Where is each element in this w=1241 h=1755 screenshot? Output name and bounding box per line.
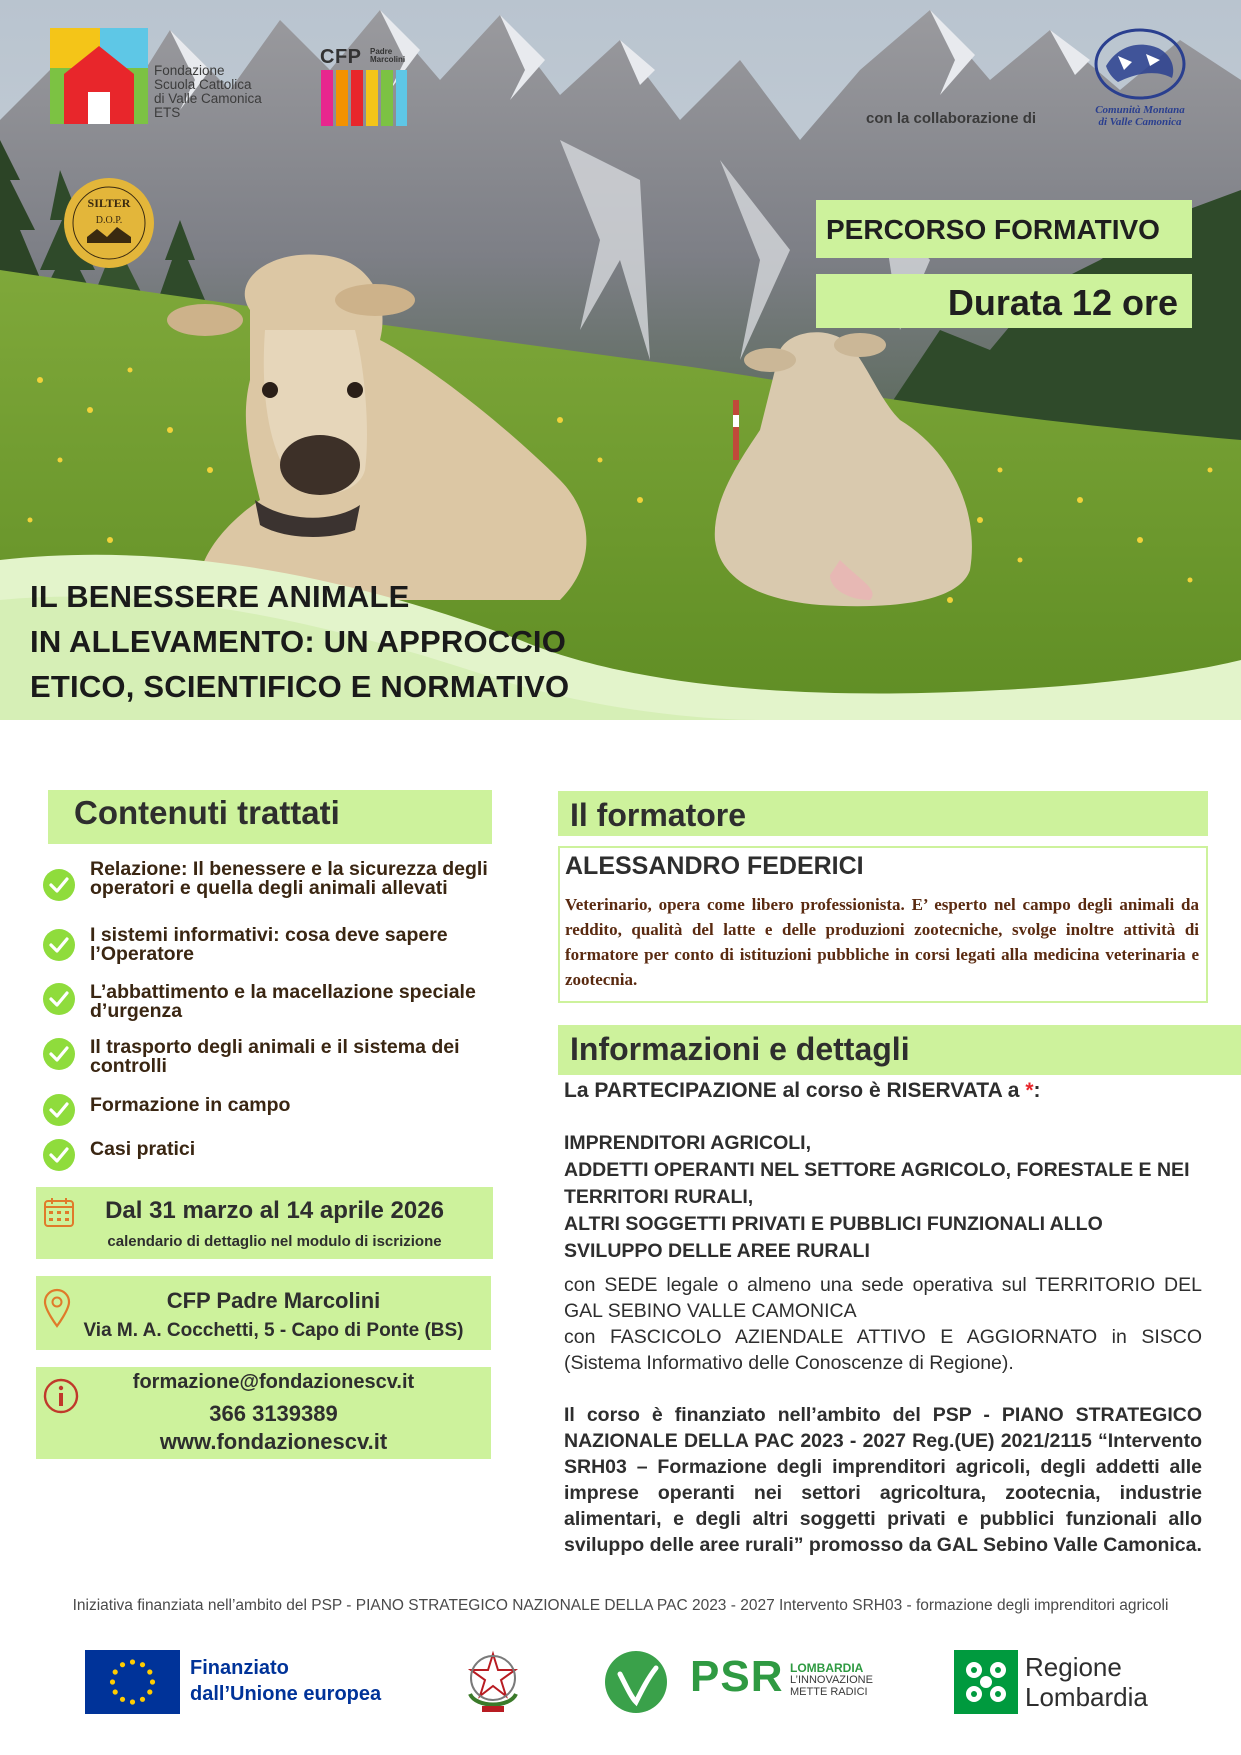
topic-4-line-2: controlli	[90, 1055, 167, 1077]
check-icon	[42, 928, 76, 962]
contact-box	[36, 1367, 491, 1459]
check-icon	[42, 1093, 76, 1127]
footer-note: Iniziativa finanziata nell’ambito del PSP - PIANO STRATEGICO NAZIONALE DELLA PAC 2023 - 2027 Intervento SRH03 - formazione degli imprenditori agricoli	[72, 1597, 1169, 1614]
topic-5-line-1: Formazione in campo	[90, 1094, 291, 1116]
regione-line-1: Regione	[1025, 1652, 1122, 1682]
eligible-subjects	[564, 1130, 1202, 1265]
cfp-bars-icon	[321, 70, 407, 126]
title-line-1: IL BENESSERE ANIMALE	[30, 579, 410, 614]
subject-line: ALTRI SOGGETTI PRIVATI E PUBBLICI FUNZIONALI ALLO	[564, 1213, 1103, 1235]
fondazione-line-4: ETS	[154, 105, 181, 120]
subject-line: ADDETTI OPERANTI NEL SETTORE AGRICOLO, FORESTALE E NEI	[564, 1159, 1190, 1181]
psr-wordmark: PSR	[690, 1652, 784, 1701]
topic-2-line-2: l’Operatore	[90, 943, 195, 965]
subject-line: TERRITORI RURALI,	[564, 1186, 754, 1208]
course-title	[30, 574, 569, 709]
cfp-logo-sub	[370, 48, 405, 64]
fondazione-house-icon	[50, 28, 148, 124]
contenuti-heading-box	[48, 790, 492, 844]
requirement-sede: con SEDE legale o almeno una sede operativa sul TERRITORIO DEL GAL SEBINO VALLE CAMONICA	[564, 1274, 1202, 1322]
topic-1-line-2: operatori e quella degli animali allevati	[90, 877, 448, 899]
topic-3-line-2: d’urgenza	[90, 1000, 183, 1022]
financing-text: Il corso è finanziato nell’ambito del PSP - PIANO STRATEGICO NAZIONALE DELLA PAC 2023 - 2027 Reg.(UE) 2021/2115 “Intervento SRH03 – Formazione degli imprenditori agricoli, degli addetti alle imprese operanti nei settori agricoltura, zootecnia, industrie alimentari, e degli altri soggetti privati e pubblici funzionali allo sviluppo delle aree rurali” promosso da GAL Sebino Valle Camonica.	[564, 1404, 1202, 1556]
psr-sub	[790, 1662, 873, 1698]
durata-tag: Durata 12 ore	[816, 274, 1192, 328]
cfp-sub-line-1: Padre	[370, 47, 393, 56]
requirements	[564, 1272, 1202, 1376]
topic-2-line-1: I sistemi informativi: cosa deve sapere	[90, 924, 448, 946]
topic-4-line-1: Il trasporto degli animali e il sistema dei	[90, 1036, 460, 1058]
place-box	[36, 1276, 491, 1350]
trainer-name: ALESSANDRO FEDERICI	[565, 852, 864, 880]
check-icon	[42, 868, 76, 902]
italian-emblem-icon	[462, 1648, 524, 1718]
psr-leaf-icon	[604, 1650, 668, 1714]
psr-sub-line-2: L’INNOVAZIONE	[790, 1674, 873, 1686]
eu-funding-label	[190, 1655, 381, 1707]
eu-line-2: dall’Unione europea	[190, 1683, 382, 1705]
psr-sub-line-3: METTE RADICI	[790, 1686, 868, 1698]
comunita-line-1: Comunità Montana	[1095, 104, 1185, 116]
percorso-formativo-tag: PERCORSO FORMATIVO	[816, 200, 1192, 258]
cfp-logo-word: CFP	[320, 46, 362, 68]
participation-colon: :	[1033, 1079, 1041, 1102]
place-address: Via M. A. Cocchetti, 5 - Capo di Ponte (BS)	[83, 1320, 464, 1341]
formatore-heading-box	[558, 791, 1208, 836]
fondazione-line-2: Scuola Cattolica	[154, 77, 252, 92]
fondazione-logo	[50, 28, 280, 124]
silter-dop-logo	[63, 177, 155, 269]
eu-line-1: Finanziato	[190, 1657, 289, 1679]
contact-email[interactable]: formazione@fondazionescv.it	[132, 1371, 415, 1393]
silter-logo-sub: D.O.P.	[95, 215, 123, 226]
regione-lombardia-wordmark	[1025, 1652, 1148, 1712]
trainer-bio: Veterinario, opera come libero professionista. E’ esperto nel campo degli animali da reddito, qualità del latte e delle produzioni zootecniche, svolge inoltre attività di formatore per conto di istituzioni pubbliche in corsi legati alla medicina veterinaria e zootecnia.	[565, 895, 1199, 989]
fondazione-line-3: di Valle Camonica	[154, 91, 262, 106]
topic-3-line-1: L’abbattimento e la macellazione speciale	[90, 981, 476, 1003]
check-icon	[42, 1037, 76, 1071]
hero-photo	[0, 0, 1241, 720]
contact-website[interactable]: www.fondazionescv.it	[159, 1429, 388, 1454]
requirement-fascicolo: con FASCICOLO AZIENDALE ATTIVO E AGGIORNATO in SISCO (Sistema Informativo delle Conoscenze di Regione).	[564, 1326, 1202, 1374]
cfp-logo	[320, 46, 410, 126]
regione-line-2: Lombardia	[1025, 1682, 1148, 1712]
comunita-montana-logo	[1088, 26, 1192, 130]
trainer-box	[558, 846, 1208, 1003]
fondazione-line-1: Fondazione	[154, 63, 225, 78]
cfp-sub-line-2: Marcolini	[370, 55, 406, 64]
dates-box	[36, 1187, 493, 1259]
subject-line: IMPRENDITORI AGRICOLI,	[564, 1132, 812, 1154]
comunita-line-2: di Valle Camonica	[1098, 116, 1182, 128]
eu-flag-icon	[85, 1650, 180, 1714]
collaboration-label: con la collaborazione di	[866, 110, 1037, 127]
informazioni-heading-box	[558, 1025, 1241, 1075]
title-line-3: ETICO, SCIENTIFICO E NORMATIVO	[30, 669, 570, 704]
participation-star: *	[1025, 1079, 1034, 1102]
participation-line	[564, 1079, 1202, 1103]
place-name: CFP Padre Marcolini	[166, 1288, 381, 1313]
silter-logo-text: SILTER	[87, 196, 131, 210]
regione-cross-icon	[954, 1650, 1018, 1714]
dates-sub: calendario di dettaglio nel modulo di iscrizione	[107, 1233, 442, 1250]
informazioni-heading: Informazioni e dettagli	[570, 1031, 910, 1067]
title-line-2: IN ALLEVAMENTO: UN APPROCCIO	[30, 624, 567, 659]
check-icon	[42, 982, 76, 1016]
topic-6-line-1: Casi pratici	[90, 1138, 196, 1160]
formatore-heading: Il formatore	[570, 797, 747, 833]
subject-line: SVILUPPO DELLE AREE RURALI	[564, 1240, 870, 1262]
check-icon	[42, 1138, 76, 1172]
comunita-emblem-icon	[1088, 26, 1192, 104]
topic-1-line-1: Relazione: Il benessere e la sicurezza degli	[90, 858, 488, 880]
psr-sub-line-1: LOMBARDIA	[790, 1661, 864, 1675]
participation-text: La PARTECIPAZIONE al corso è RISERVATA a	[564, 1079, 1026, 1102]
dates-main: Dal 31 marzo al 14 aprile 2026	[105, 1197, 444, 1224]
contenuti-heading: Contenuti trattati	[74, 794, 340, 831]
contact-phone[interactable]: 366 3139389	[209, 1401, 338, 1426]
